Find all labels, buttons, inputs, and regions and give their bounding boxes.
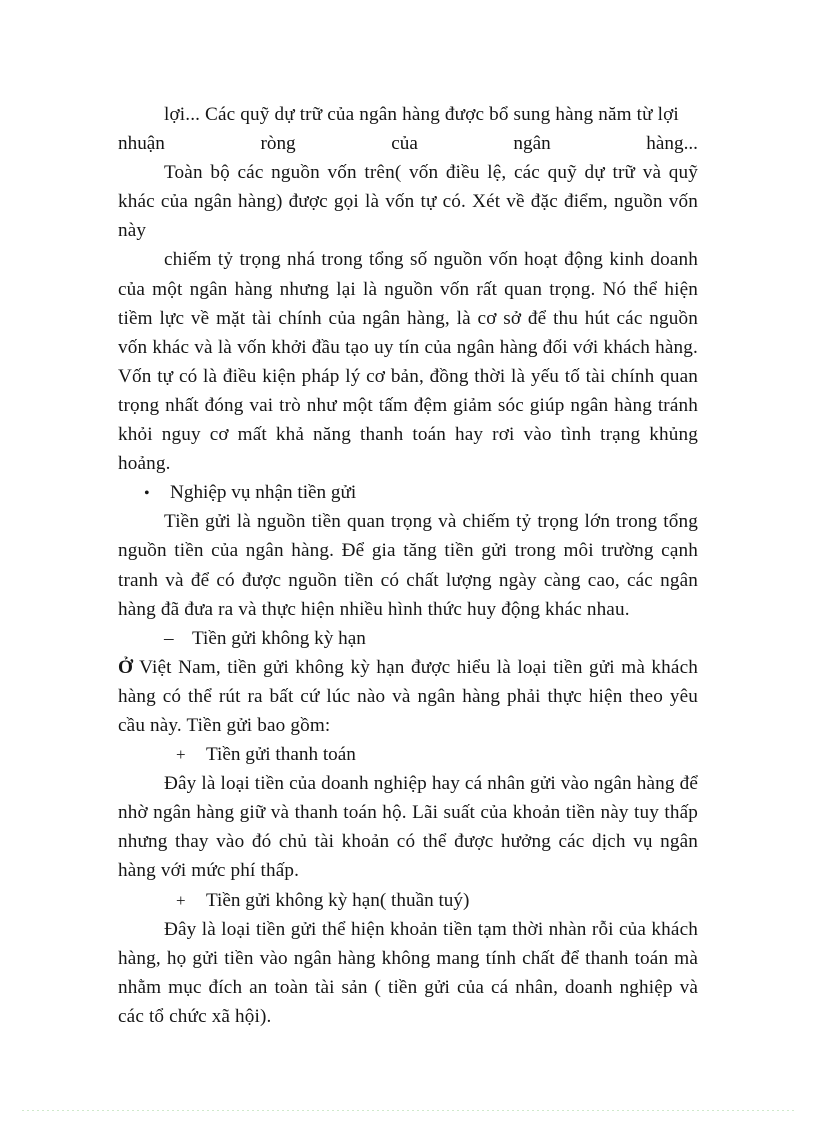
list-item-payment-deposit [118, 740, 698, 769]
list-item-pure-demand-deposit [118, 886, 698, 915]
stretch-word: hàng... [646, 133, 698, 155]
plus-marker-icon: + [176, 745, 186, 765]
stretch-word: của [391, 133, 418, 155]
document-body [118, 100, 698, 1031]
bullet-dot-icon: • [144, 485, 150, 503]
list-item-label: Tiền gửi không kỳ hạn [192, 627, 366, 649]
justified-stretch-line [118, 129, 698, 158]
paragraph-vietnam-demand-deposit [118, 653, 698, 740]
paragraph-deposits-importance: Tiền gửi là nguồn tiền quan trọng và chiếm tỷ trọng lớn trong tổng nguồn tiền của ngân hàng. Để gia tăng tiền gửi trong môi trường cạnh tranh và để có được nguồn tiền có chất lượng ngày càng cao, các ngân hàng đã đưa ra và thực hiện nhiều hình thức huy động khác nhau. [118, 511, 698, 620]
list-item-label: Tiền gửi thanh toán [206, 744, 356, 766]
stretch-word: ngân [513, 133, 551, 155]
paragraph-pure-demand-deposit-detail: Đây là loại tiền gửi thể hiện khoản tiền tạm thời nhàn rỗi của khách hàng, họ gửi tiền vào ngân hàng không mang tính chất để thanh toán mà nhằm mục đích an toàn tài sản ( tiền gửi của cá nhân, doanh nghiệp và các tổ chức xã hội). [118, 918, 698, 1027]
paragraph-own-capital-role: chiếm tỷ trọng nhá trong tổng số nguồn vốn hoạt động kinh doanh của một ngân hàng nhưng lại là nguồn vốn rất quan trọng. Nó thể hiện tiềm lực về mặt tài chính của ngân hàng, là cơ sở để thu hút các nguồn vốn khác và là vốn khởi đầu tạo uy tín của ngân hàng đối với khách hàng. Vốn tự có là điều kiện pháp lý cơ bản, đồng thời là yếu tố tài chính quan trọng nhất đóng vai trò như một tấm đệm giảm sóc giúp ngân hàng tránh khỏi nguy cơ mất khả năng thanh toán hay rơi vào tình trạng khủng hoảng. [118, 249, 698, 475]
plus-marker-icon: + [176, 890, 186, 910]
list-item-label: Nghiệp vụ nhận tiền gửi [170, 482, 357, 504]
scan-artifact-dotted-rule [22, 1110, 794, 1111]
list-item-demand-deposit [118, 624, 698, 653]
paragraph-text: Việt Nam, tiền gửi không kỳ hạn được hiểu là loại tiền gửi mà khách hàng có thể rút ra bất cứ lúc nào và ngân hàng phải thực hiện theo yêu cầu này. Tiền gửi bao gồm: [118, 656, 698, 736]
paragraph-own-capital-definition: Toàn bộ các nguồn vốn trên( vốn điều lệ, các quỹ dự trữ và quỹ khác của ngân hàng) được gọi là vốn tự có. Xét về đặc điểm, nguồn vốn này [118, 162, 698, 242]
stretch-word: nhuận [118, 133, 165, 155]
stretch-word: ròng [260, 133, 296, 155]
list-item-label: Tiền gửi không kỳ hạn( thuần tuý) [206, 889, 470, 911]
paragraph-lead-letter: Ở [118, 656, 134, 678]
paragraph-payment-deposit-detail: Đây là loại tiền của doanh nghiệp hay cá nhân gửi vào ngân hàng để nhờ ngân hàng giữ và thanh toán hộ. Lãi suất của khoản tiền này tuy thấp nhưng thay vào đó chủ tài khoản có thể được hưởng các dịch vụ ngân hàng với mức phí thấp. [118, 773, 698, 882]
paragraph-reserve-funds: lợi... Các quỹ dự trữ của ngân hàng được bổ sung hàng năm từ lợi [164, 104, 679, 125]
list-item-deposit-operations [118, 478, 698, 507]
dash-marker-icon: – [164, 627, 174, 649]
